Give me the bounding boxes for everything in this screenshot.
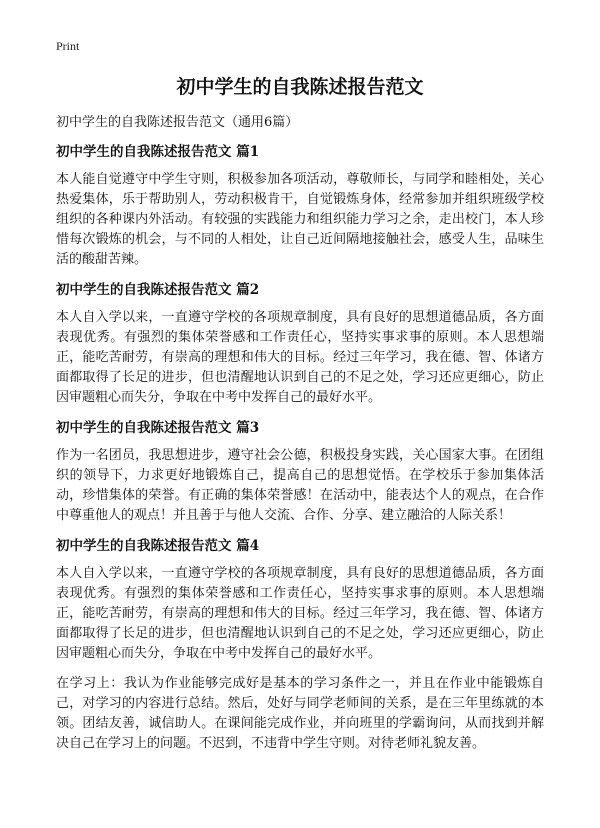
section-3 [56,418,544,526]
section-heading: 初中学生的自我陈述报告范文 篇4 [56,538,260,554]
print-link[interactable]: Print [56,39,80,53]
section-heading: 初中学生的自我陈述报告范文 篇3 [56,420,260,436]
section-2 [56,280,544,408]
section-4 [56,536,544,754]
section-heading: 初中学生的自我陈述报告范文 篇2 [56,282,260,298]
paragraph: 本人能自觉遵守中学生守则，积极参加各项活动，尊敬师长，与同学和睦相处，关心热爱集体，乐于帮助别人，劳动积极肯干，自觉锻炼身体，经常参加并组织班级学校组织的各种课内外活动。有较强的实践能力和组织能力学习之余，走出校门，本人珍惜每次锻炼的机会，与不同的人相处，让自己近间隔地接触社会，感受人生，品味生活的酸甜苦辣。 [56,172,544,267]
section-heading: 初中学生的自我陈述报告范文 篇1 [56,144,260,160]
section-1 [56,142,544,270]
paragraph: 作为一名团员，我思想进步，遵守社会公德，积极投身实践，关心国家大事。在团组织的领导下，力求更好地锻炼自己，提高自己的思想觉悟。在学校乐于参加集体活动，珍惜集体的荣誉。有正确的集体荣誉感！在活动中，能表达个人的观点，在合作中尊重他人的观点！并且善于与他人交流、合作、分享、建立融洽的人际关系！ [56,448,544,523]
paragraph: 本人自入学以来，一直遵守学校的各项规章制度，具有良好的思想道德品质，各方面表现优秀。有强烈的集体荣誉感和工作责任心，坚持实事求事的原则。本人思想端正，能吃苦耐劳，有崇高的理想和伟大的目标。经过三年学习，我在德、智、体诸方面都取得了长足的进步，但也清醒地认识到自己的不足之处，学习还应更细心，防止因审题粗心而失分，争取在中考中发挥自己的最好水平。 [56,566,544,661]
paragraph: 在学习上：我认为作业能够完成好是基本的学习条件之一，并且在作业中能锻炼自己，对学习的内容进行总结。然后，处好与同学老师间的关系，是在三年里练就的本领。团结友善，诚信助人。在课间能完成作业，并向班里的学霸询问，从而找到并解决自己在学习上的问题。不迟到，不违背中学生守则。对待老师礼貌友善。 [56,676,544,751]
paragraph: 本人自入学以来，一直遵守学校的各项规章制度，具有良好的思想道德品质，各方面表现优秀。有强烈的集体荣誉感和工作责任心，坚持实事求事的原则。本人思想端正，能吃苦耐劳，有崇高的理想和伟大的目标。经过三年学习，我在德、智、体诸方面都取得了长足的进步，但也清醒地认识到自己的不足之处，学习还应更细心，防止因审题粗心而失分，争取在中考中发挥自己的最好水平。 [56,310,544,405]
page-subtitle: 初中学生的自我陈述报告范文（通用6篇） [56,115,299,130]
page-title: 初中学生的自我陈述报告范文 [176,76,424,98]
